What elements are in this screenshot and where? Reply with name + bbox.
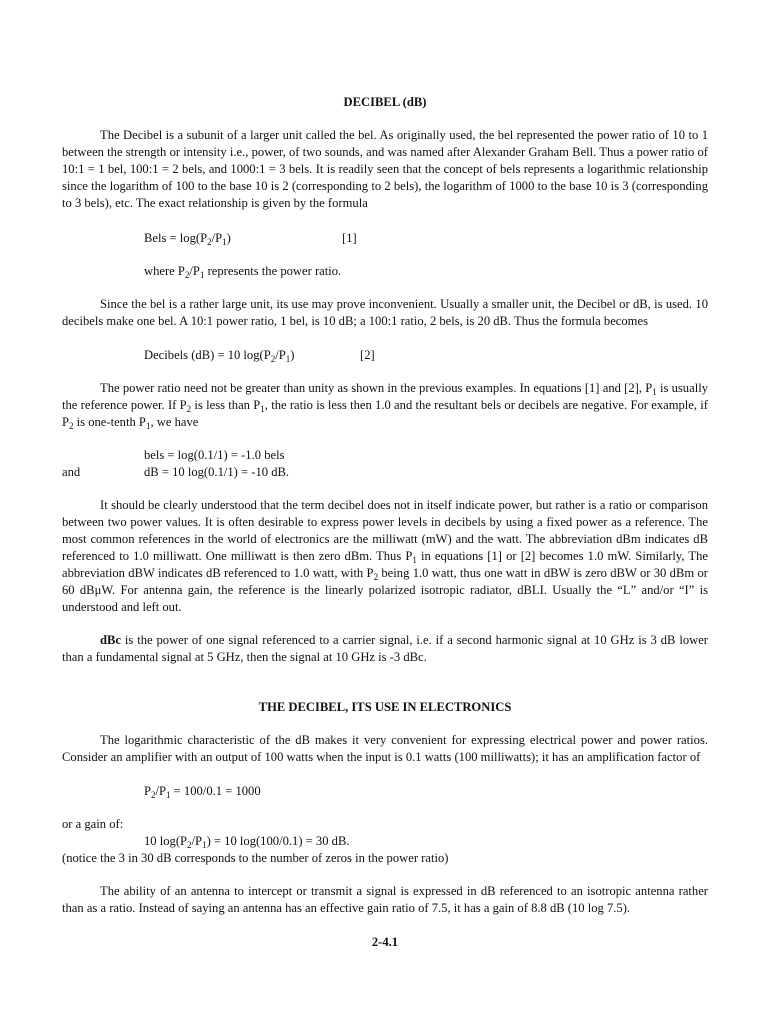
page-number: 2-4.1	[371, 935, 399, 949]
paragraph-decibel-unit	[62, 296, 708, 330]
equation-2: Decibels (dB) = 10 $\log(P_2/P_1)$	[144, 348, 295, 364]
equation-1: Bels = $\log(P_2/P_1)$	[144, 231, 231, 247]
equation-1-number: [1]	[342, 231, 357, 245]
gain-label: or a gain of:	[62, 817, 124, 831]
paragraph-text: The ability of an antenna to intercept or transmit a signal is expressed in dB referenced to an isotropic antenna rather than as a ratio. Instead of saying an antenna has an effective gain ratio of 7.5, it has a gain of 8.8 dB (10 log 7.5).	[62, 884, 708, 915]
paragraph-text: Since the bel is a rather large unit, its use may prove inconvenient. Usually a smaller unit, the Decibel or dB, is used. 10 decibels make one bel. A 10:1 power ratio, 1 bel, is 10 dB; a 100:1 ratio, 2 bels, is 20 dB. Thus the formula becomes	[62, 297, 708, 328]
dbc-term: dBc	[100, 633, 121, 647]
example-db: dB = 10 log(0.1/1) = -10 dB.	[144, 465, 290, 479]
paragraph-references: It should be clearly understood that the term decibel does not in itself indicate power, but rather is a ratio or comparison between two power values. It is often desirable to express power levels in decibels by using a fixed power as a reference. The most common references in the world of electronics are the milliwatt (mW) and the watt. The abbreviation dBm indicates dB referenced to 1.0 milliwatt. One milliwatt is then zero dBm. Thus $P_1$ in equations [1] or [2] becomes 1.0 mW. Similarly, The abbreviation dBW indicates dB referenced to 1.0 watt, with $P_2$ being 1.0 watt, thus one watt in dBW is zero dBW or 30 dBm or 60 dBμW. For antenna gain, the reference is the linearly polarized isotropic radiator, dBLI. Usually the “L” and/or “I” is understood and left out.	[62, 498, 708, 614]
page-title: DECIBEL (dB)	[343, 95, 427, 109]
notice-text: (notice the 3 in 30 dB corresponds to the number of zeros in the power ratio)	[62, 851, 449, 865]
equation-2-number: [2]	[360, 348, 375, 362]
paragraph-bel-definition	[62, 127, 708, 212]
and-label: and	[62, 465, 81, 479]
paragraph-antenna	[62, 883, 708, 917]
equation-1-where: where $P_2/P_1$ represents the power ratio.	[144, 264, 342, 280]
paragraph-text: The logarithmic characteristic of the dB makes it very convenient for expressing electrical power and power ratios. Consider an amplifier with an output of 100 watts when the input is 0.1 watts (100 milliwatts); it has an amplification factor of	[62, 733, 708, 764]
paragraph-text: The Decibel is a subunit of a larger unit called the bel. As originally used, the bel represented the power ratio of 10 to 1 between the strength or intensity i.e., power, of two sounds, and was named after Alexander Graham Bell. Thus a power ratio of 10:1 = 1 bel, 100:1 = 2 bels, and 1000:1 = 3 bels. It is readily seen that the concept of bels represents a logarithmic relationship since the logarithm of 100 to the base 10 is 2 (corresponding to 2 bels), the logarithm of 1000 to the base 10 is 3 (corresponding to 3 bels), etc. The exact relationship is given by the formula	[62, 128, 708, 210]
paragraph-dbc: dBc is the power of one signal referenced to a carrier signal, i.e. if a second harmonic signal at 10 GHz is 3 dB lower than a fundamental signal at 5 GHz, then the signal at 10 GHz is -3 dBc.	[62, 633, 708, 664]
example-bels: bels = log(0.1/1) = -1.0 bels	[144, 448, 285, 462]
paragraph-amplifier	[62, 732, 708, 766]
section-heading: THE DECIBEL, ITS USE IN ELECTRONICS	[258, 700, 512, 714]
paragraph-power-ratio: The power ratio need not be greater than unity as shown in the previous examples. In equations [1] and [2], $P_1$ is usually the reference power. If $P_2$ is less than $P_1$, the ratio is less then 1.0 and the resultant bels or decibels are negative. For example, if $P_2$ is one-tenth $P_1$, we have	[62, 381, 709, 431]
equation-gain: 10 $\log(P_2/P_1) = 10$ log(100/0.1) = 30 dB.	[144, 834, 350, 850]
equation-amplification: $P_2/P_1 = 100/0.1 = 1000$	[144, 784, 261, 800]
